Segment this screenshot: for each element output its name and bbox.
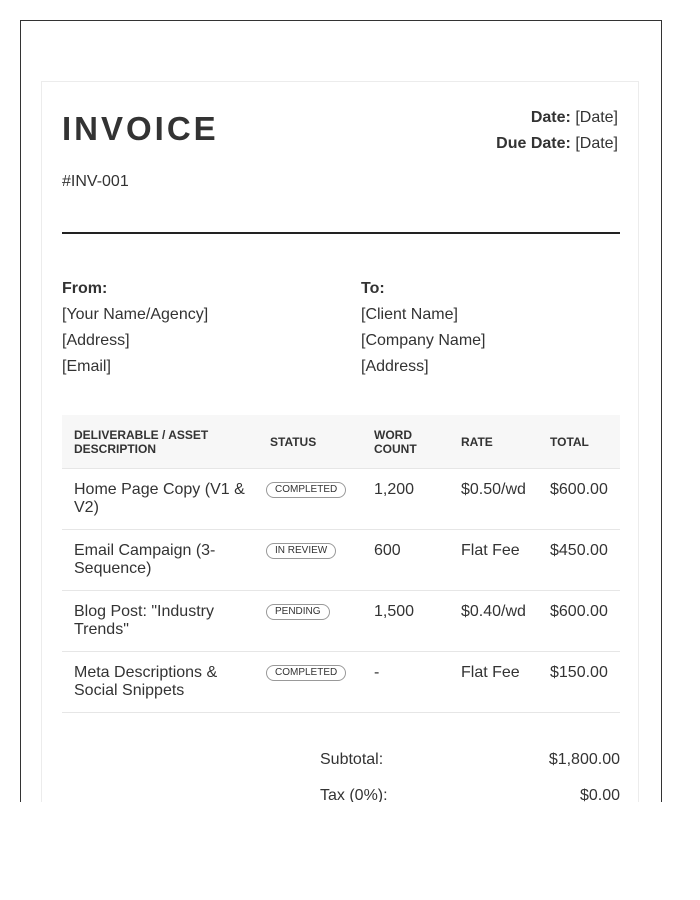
cell-rate: $0.40/wd	[449, 591, 538, 652]
cell-word-count: 600	[362, 530, 449, 591]
cell-total: $450.00	[538, 530, 620, 591]
cell-total: $600.00	[538, 469, 620, 530]
to-address: [Address]	[361, 358, 429, 375]
table-row	[62, 469, 620, 530]
header-word-count: WORD COUNT	[362, 415, 449, 469]
to-block	[361, 276, 486, 380]
cell-status	[258, 469, 362, 530]
header-description: DELIVERABLE / ASSET DESCRIPTION	[62, 415, 258, 469]
due-date-value: [Date]	[575, 135, 618, 152]
status-badge: COMPLETED	[266, 482, 346, 498]
tax-row	[320, 784, 620, 802]
date-value: [Date]	[575, 109, 618, 126]
cell-rate: Flat Fee	[449, 530, 538, 591]
cell-word-count: 1,500	[362, 591, 449, 652]
cell-description: Email Campaign (3-Sequence)	[62, 530, 258, 591]
subtotal-row	[320, 748, 620, 784]
invoice-title: INVOICE	[62, 110, 219, 147]
cell-status	[258, 591, 362, 652]
date-label: Date:	[530, 109, 571, 126]
subtotal-value: $1,800.00	[548, 751, 620, 768]
invoice-number: #INV-001	[62, 173, 129, 190]
cell-description: Meta Descriptions & Social Snippets	[62, 652, 258, 713]
status-badge: IN REVIEW	[266, 543, 336, 559]
table-row	[62, 652, 620, 713]
due-date-line	[496, 131, 618, 157]
from-email: [Email]	[62, 358, 111, 375]
to-client-name: [Client Name]	[361, 306, 458, 323]
header-rate: RATE	[449, 415, 538, 469]
cell-rate: $0.50/wd	[449, 469, 538, 530]
header-divider	[62, 232, 620, 234]
totals-block	[320, 748, 620, 802]
line-items-table	[62, 415, 620, 713]
from-address: [Address]	[62, 332, 130, 349]
cell-status	[258, 530, 362, 591]
status-badge: PENDING	[266, 604, 330, 620]
cell-total: $150.00	[538, 652, 620, 713]
from-heading: From:	[62, 280, 108, 297]
table-row	[62, 591, 620, 652]
tax-label: Tax (0%):	[320, 787, 388, 802]
to-company-name: [Company Name]	[361, 332, 486, 349]
invoice-dates	[496, 105, 618, 157]
cell-word-count: 1,200	[362, 469, 449, 530]
table-row	[62, 530, 620, 591]
header-total: TOTAL	[538, 415, 620, 469]
from-name: [Your Name/Agency]	[62, 306, 209, 323]
date-line	[496, 105, 618, 131]
tax-value: $0.00	[579, 787, 620, 802]
cell-description: Home Page Copy (V1 & V2)	[62, 469, 258, 530]
table-header-row	[62, 415, 620, 469]
invoice-sheet	[41, 81, 639, 802]
header-status: STATUS	[258, 415, 362, 469]
from-block	[62, 276, 208, 380]
cell-rate: Flat Fee	[449, 652, 538, 713]
to-heading: To:	[361, 280, 385, 297]
cell-word-count: -	[362, 652, 449, 713]
subtotal-label: Subtotal:	[320, 751, 384, 768]
cell-status	[258, 652, 362, 713]
cell-total: $600.00	[538, 591, 620, 652]
status-badge: COMPLETED	[266, 665, 346, 681]
document-viewport[interactable]	[20, 20, 662, 802]
cell-description: Blog Post: "Industry Trends"	[62, 591, 258, 652]
due-date-label: Due Date:	[496, 135, 571, 152]
